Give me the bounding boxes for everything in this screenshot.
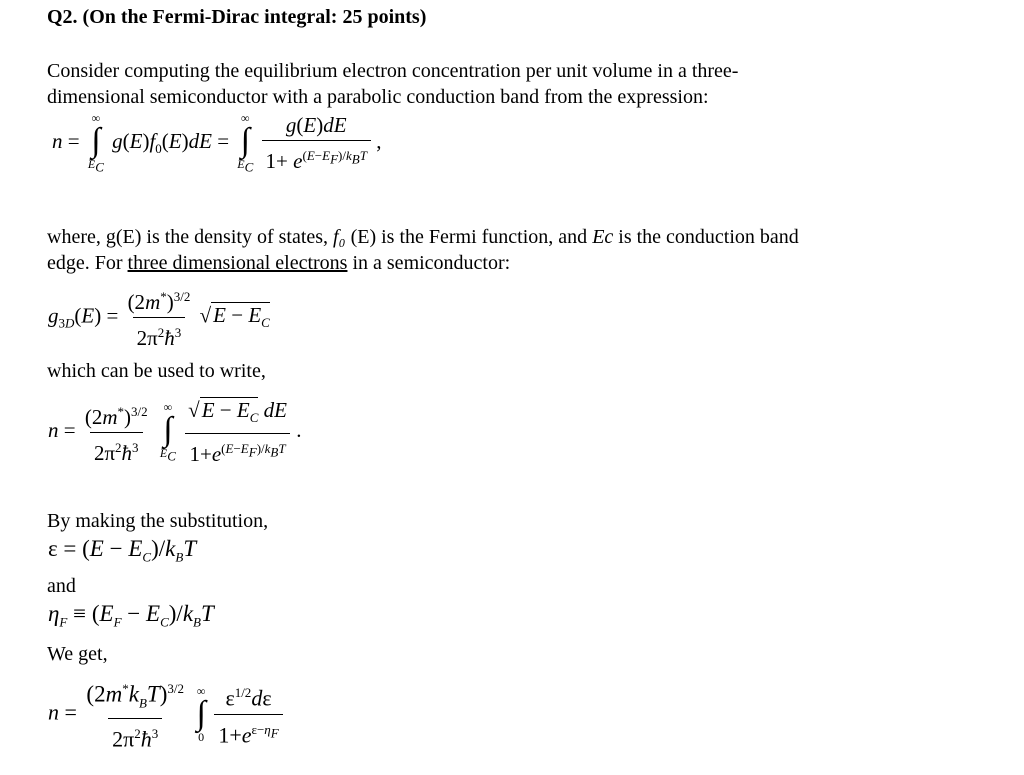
where-paragraph (47, 224, 799, 276)
three-dimensional-electrons-link: three dimensional electrons (127, 252, 348, 274)
edge-line: edge. For three dimensional electrons in a semiconductor: (47, 252, 511, 274)
and-text: and (47, 575, 76, 597)
intro-line-1: Consider computing the equilibrium electron concentration per unit volume in a three- (47, 60, 739, 82)
question-title: Q2. (On the Fermi-Dirac integral: 25 points) (47, 6, 427, 28)
intro-line-2: dimensional semiconductor with a parabolic conduction band from the expression: (47, 86, 709, 108)
which-text: which can be used to write, (47, 360, 266, 382)
intro-paragraph (47, 58, 738, 110)
equation-g3d: $g_{3D}(E)$ = $\frac{(2m^*)^{3/2}}{2\pi^2ħ^3}$ $√E - E_C$ (48, 289, 270, 350)
weget-text: We get, (47, 643, 108, 665)
equation-eta: $\eta_F \equiv (E_F - E_C)/k_BT$ (48, 601, 214, 630)
substitution-text: By making the substitution, (47, 510, 269, 532)
equation-epsilon: $\varepsilon = (E - E_C)/k_BT$ (48, 536, 197, 565)
where-line: where, g(E) is the density of states, f₀ (E) is the Fermi function, and Ec is the conduction band (47, 226, 799, 248)
equation-final: n = $\frac{(2m^*k_BT)^{3/2}}{2\pi^2ħ^3}$ ∞ ∫ 0 $\frac{\varepsilon^{1/2}d\varepsilon}{1+e^{\varepsilon-\eta_F}}$ (48, 676, 283, 753)
equation-n-integral: n = ∞ ∫ $E_C$ $g(E)f_0(E)dE$ = ∞ ∫ $E_C$ $\frac{g(E)dE}{1+ e^{(E-E_F)/k_BT}}$ , (52, 111, 382, 175)
equation-n-prefactor: n = $\frac{(2m^*)^{3/2}}{2\pi^2ħ^3}$ ∞ ∫ $E_C$ $\frac{√E - E_C dE}{1+e^{(E-E_F)/k_BT}}$ . (48, 398, 302, 467)
